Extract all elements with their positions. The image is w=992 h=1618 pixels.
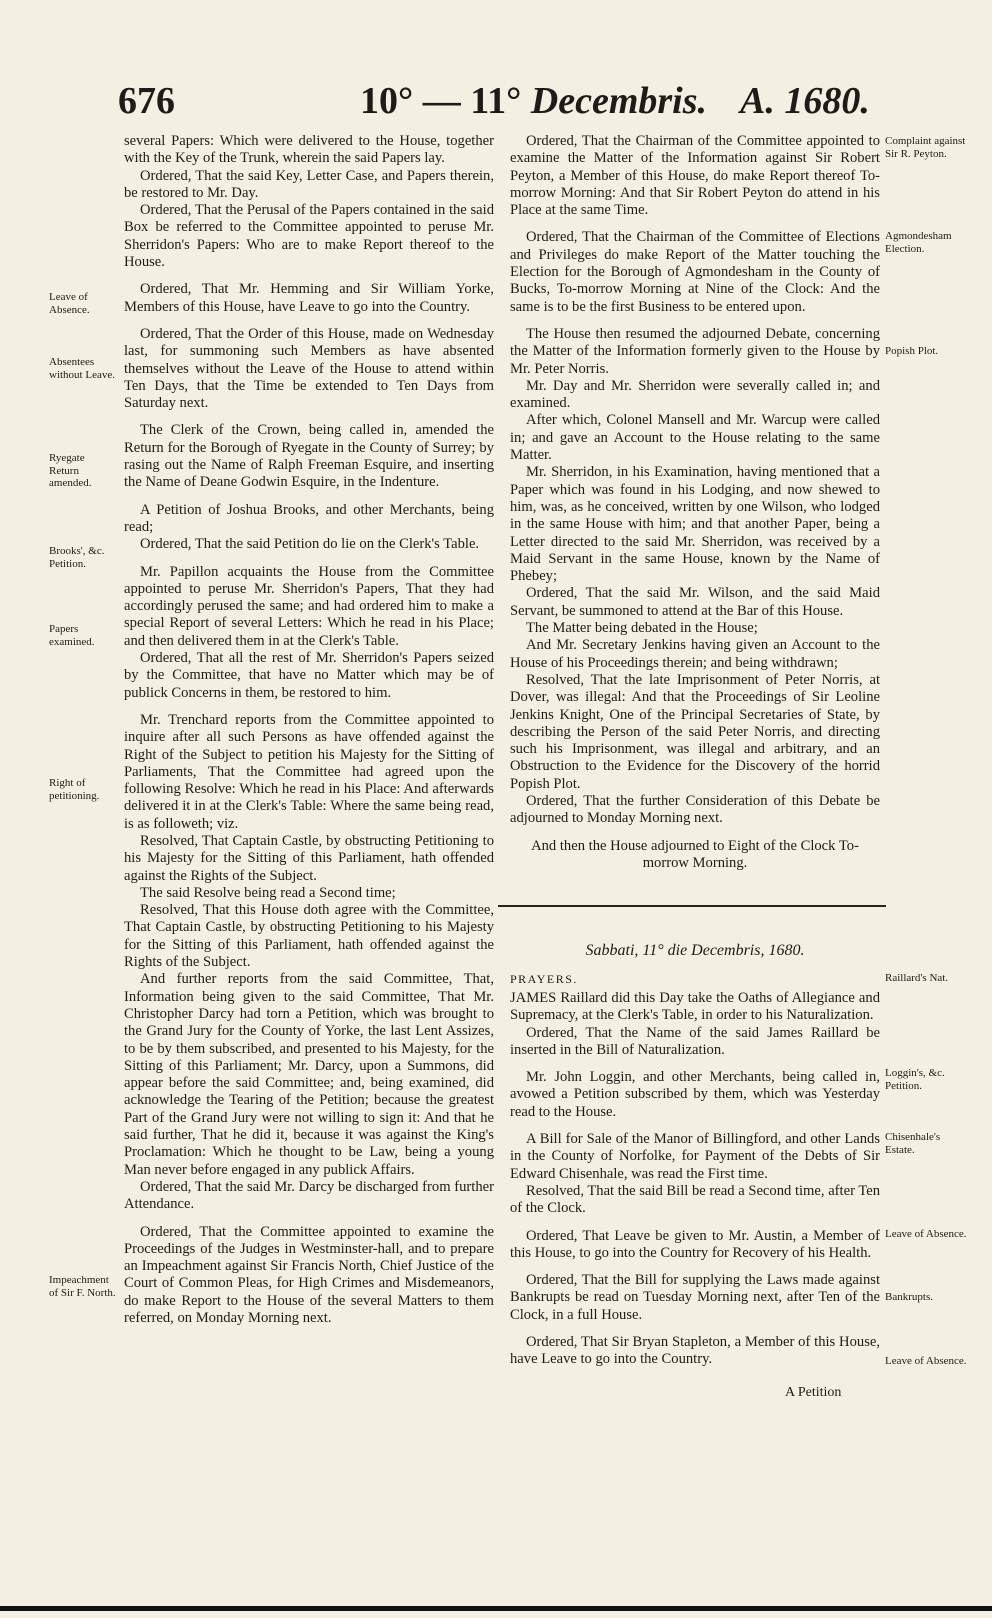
margin-note: Right of petitioning.: [49, 777, 100, 802]
paragraph: Resolved, That the said Bill be read a Second time, after Ten of the Clock.: [510, 1182, 880, 1217]
margin-note: Loggin's, &c. Petition.: [885, 1067, 945, 1092]
paragraph: Ordered, That the Perusal of the Papers contained in the said Box be referred to the Committee appointed to peruse Mr. Sherridon's Papers: Who are to make Report thereof to the House.: [124, 202, 494, 271]
paragraph: Mr. Day and Mr. Sherridon were severally called in; and examined.: [510, 377, 880, 412]
paragraph: Mr. Trenchard reports from the Committee appointed to inquire after all such Persons as have offended against the Right of the Subject to petition his Majesty for the Sitting of Parliaments, That the Committee had agreed upon the following Resolve: Which he read in his Place: And afterwards delivered it in at the Clerk's Table: Where the same being read, is as followeth; viz.: [124, 711, 494, 832]
paragraph: Mr. Sherridon, in his Examination, having mentioned that a Paper which was found in his Lodging, and now shewed to him, was, as he conceived, written by one Wilson, who lodged in the same House with him; and that another Paper, being a Letter directed to the said Mr. Sherridon, was received by a Maid Servant in the same House, known by the Name of Phebey;: [510, 464, 880, 585]
margin-note: Raillard's Nat.: [885, 972, 949, 984]
margin-note: Leave of Absence.: [885, 1228, 967, 1240]
paragraph: And Mr. Secretary Jenkins having given an Account to the House of his Proceedings therein; and being withdrawn;: [510, 637, 880, 671]
paragraph: Ordered, That the said Mr. Wilson, and the said Maid Servant, be summoned to attend at the Bar of this House.: [510, 585, 880, 619]
page-date-header: [360, 76, 707, 126]
bottom-rule: [0, 1606, 992, 1611]
paragraph: Ordered, That Sir Bryan Stapleton, a Member of this House, have Leave to go into the Country.: [510, 1334, 880, 1368]
margin-note: Chisenhale's Estate.: [885, 1131, 941, 1156]
day-heading: Sabbati, 11° die Decembris, 1680.: [585, 942, 805, 959]
paragraph: Ordered, That Leave be given to Mr. Austin, a Member of this House, to go into the Country for Recovery of his Health.: [510, 1227, 880, 1261]
catchword: A Petition: [785, 1385, 842, 1400]
section-divider: [498, 905, 886, 907]
paragraph: Ordered, That Mr. Hemming and Sir William Yorke, Members of this House, have Leave to go into the Country.: [124, 281, 494, 315]
paragraph: Resolved, That Captain Castle, by obstructing Petitioning to his Majesty for the Sitting of this Parliament, hath offended against the Rights of the Subject.: [124, 832, 494, 884]
paragraph: Ordered, That the Order of this House, made on Wednesday last, for summoning such Members as have absented themselves without the Leave of the House to attend within Ten Days, that the Time be extended to Ten Days from Saturday next.: [124, 325, 494, 412]
paragraph: Ordered, That the further Consideration of this Debate be adjourned to Monday Morning next.: [510, 792, 880, 827]
paragraph: A Petition of Joshua Brooks, and other Merchants, being read;: [124, 501, 494, 535]
margin-note: Absentees without Leave.: [49, 356, 115, 381]
paragraph: And further reports from the said Committee, That, Information being given to the said Committee, That Mr. Christopher Darcy had torn a Petition, which was brought to the Grand Jury for the County of Yorke, the last Lent Assizes, to be by them subscribed, and presented to his Majesty, for the Sitting of this Parliament; Mr. Darcy, upon a Summons, did appear before the said Committee; and, being examined, did acknowledge the Tearing of the Petition; because the greatest Part of the Grand Jury were not willing to sign it: And that he said further, That he did it, because it was against the King's Proclamation: Which he thought to be Law, being a young Man never before engaged in any publick Affairs.: [124, 971, 494, 1178]
margin-note: Brooks', &c. Petition.: [49, 545, 105, 570]
paragraph: Mr. Papillon acquaints the House from the Committee appointed to peruse Mr. Sherridon's Papers, That they had accordingly perused the same; and had ordered him to make a special Report of several Letters: Which he read in his Place; and then delivered them in at the Clerk's Table.: [124, 563, 494, 649]
paragraph: The said Resolve being read a Second time;: [140, 884, 396, 901]
paragraph: several Papers: Which were delivered to the House, together with the Key of the Trunk, wherein the said Papers lay.: [124, 133, 494, 167]
paragraph: JAMES Raillard did this Day take the Oaths of Allegiance and Supremacy, at the Clerk's Table, in order to his Naturalization.: [510, 990, 880, 1024]
margin-note: Leave of Absence.: [885, 1355, 967, 1367]
margin-note: Impeachment of Sir F. North.: [49, 1274, 116, 1299]
paragraph: Resolved, That the late Imprisonment of Peter Norris, at Dover, was illegal: And that the Proceedings of Sir Leoline Jenkins Knight, One of the Principal Secretaries of State, by describing the Person of the said Peter Norris, and directing such his Imprisonment, was illegal and arbitrary, and an Obstruction to the Evidence for the Discovery of the horrid Popish Plot.: [510, 671, 880, 792]
margin-note: Papers examined.: [49, 623, 95, 648]
left-column: [124, 133, 494, 1327]
paragraph: Mr. John Loggin, and other Merchants, being called in, avowed a Petition subscribed by them, which was Yesterday read to the House.: [510, 1069, 880, 1120]
paragraph: Ordered, That the Bill for supplying the Laws made against Bankrupts be read on Tuesday Morning next, after Ten of the Clock, in a full House.: [510, 1272, 880, 1323]
prayers-label: PRAYERS.: [510, 972, 578, 986]
paragraph: The Matter being debated in the House;: [526, 620, 758, 637]
header-days: 10° — 11°: [360, 80, 522, 122]
paragraph: Resolved, That this House doth agree with the Committee, That Captain Castle, by obstructing Petitioning to his Majesty for the Sitting of this Parliament, hath offended against the Rights of the Subject.: [124, 902, 494, 971]
page-number: 676: [118, 80, 175, 122]
right-column: [510, 133, 880, 872]
margin-note: Leave of Absence.: [49, 291, 90, 316]
margin-note: Bankrupts.: [885, 1291, 933, 1303]
paragraph: Ordered, That the said Petition do lie on the Clerk's Table.: [140, 536, 480, 553]
paragraph: The House then resumed the adjourned Debate, concerning the Matter of the Information formerly given to the House by Mr. Peter Norris.: [510, 325, 880, 377]
paragraph: Ordered, That the Chairman of the Committee appointed to examine the Matter of the Information against Sir Robert Peyton, a Member of this House, do make Report thereof To-morrow Morning: And that Sir Robert Peyton do attend in his Place at the same Time.: [510, 133, 880, 219]
paragraph: A Bill for Sale of the Manor of Billingford, and other Lands in the County of Norfolke, for Payment of the Debts of Sir Edward Chisenhale, was read the First time.: [510, 1131, 880, 1182]
paragraph: Ordered, That the said Key, Letter Case, and Papers therein, be restored to Mr. Day.: [124, 167, 494, 201]
paragraph: Ordered, That the Committee appointed to examine the Proceedings of the Judges in Westminster-hall, and to prepare an Impeachment against Sir Francis North, Chief Justice of the Court of Common Pleas, for High Crimes and Misdemeanors, do make Report to the House of the several Matters to them referred, on Monday Morning next.: [124, 1223, 494, 1326]
margin-note: Agmondesham Election.: [885, 230, 952, 255]
header-month: Decembris.: [530, 80, 708, 122]
paragraph: Ordered, That the Chairman of the Committee of Elections and Privileges do make Report of the Matter touching the Election for the Borough of Agmondesham in the County of Bucks, To-morrow Morning at Nine of the Clock: And the same is to be the first Business to be entered upon.: [510, 229, 880, 315]
margin-note: Complaint against Sir R. Peyton.: [885, 135, 966, 160]
paragraph: Ordered, That the Name of the said James Raillard be inserted in the Bill of Naturalization.: [510, 1024, 880, 1058]
paragraph: Ordered, That the said Mr. Darcy be discharged from further Attendance.: [124, 1178, 494, 1213]
paragraph: After which, Colonel Mansell and Mr. Warcup were called in; and gave an Account to the House relating to the same Matter.: [510, 412, 880, 464]
paragraph: Ordered, That all the rest of Mr. Sherridon's Papers seized by the Committee, that have no Matter which may be of publick Concerns in them, be restored to him.: [124, 650, 494, 701]
margin-note: Popish Plot.: [885, 345, 939, 357]
paragraph: The Clerk of the Crown, being called in, amended the Return for the Borough of Ryegate in the County of Surrey; by rasing out the Name of Ralph Freeman Esquire, and inserting the Name of Deane Godwin Esquire, in the Indenture.: [124, 422, 494, 491]
margin-note: Ryegate Return amended.: [49, 452, 92, 489]
right-column-lower: [510, 990, 880, 1369]
adjournment-note: And then the House adjourned to Eight of the Clock To-morrow Morning.: [531, 837, 859, 871]
header-year: A. 1680.: [740, 80, 870, 122]
